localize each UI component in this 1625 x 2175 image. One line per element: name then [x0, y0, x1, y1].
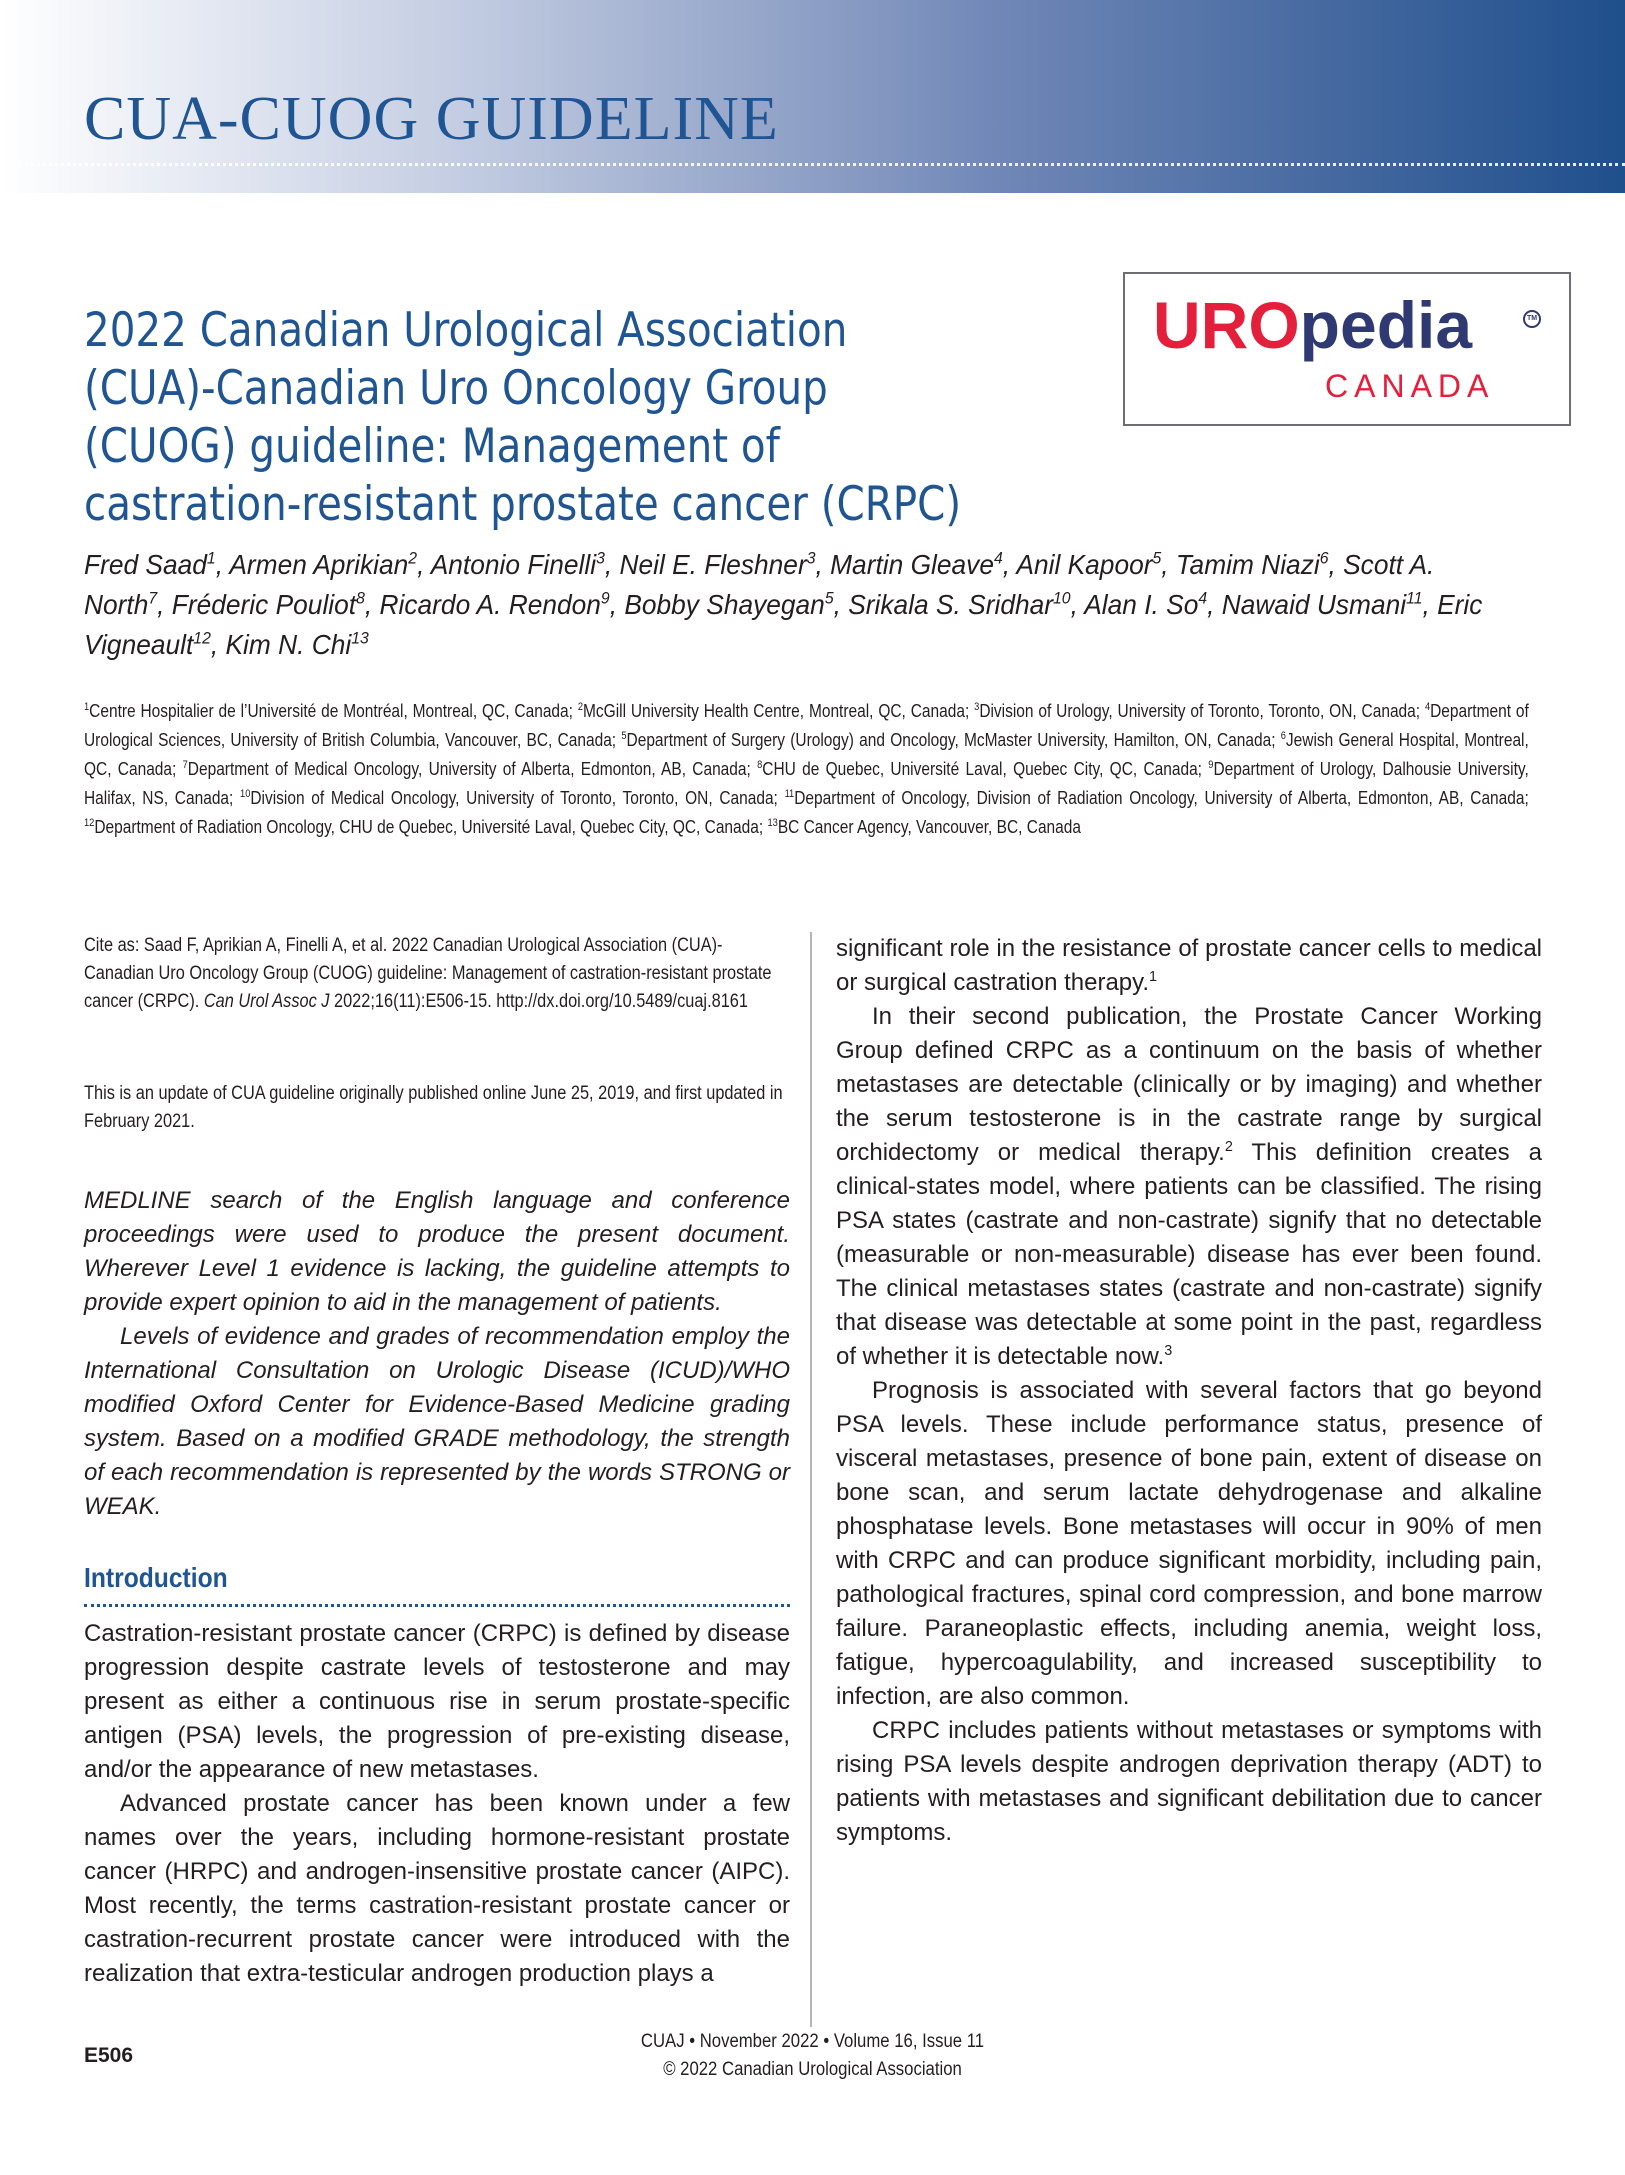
logo-wordmark: [1153, 288, 1473, 362]
author-name: Bobby Shayegan: [624, 589, 825, 620]
section-label: CUA-CUOG GUIDELINE: [84, 85, 779, 153]
citation-journal: Can Urol Assoc J: [203, 991, 330, 1012]
banner-dotted-rule: [0, 163, 1625, 166]
body-paragraph: [836, 1000, 1542, 1374]
affiliation-number: 11: [784, 788, 795, 800]
abstract-paragraph: MEDLINE search of the English language and conference proceedings were used to produce the present document. Wherever Level 1 evidence is lacking, the guideline attempts to provide expert opinion to aid in the management of patients.: [84, 1187, 790, 1316]
page-number: E506: [84, 2044, 134, 2067]
author-affiliation-marker: 10: [1053, 588, 1071, 608]
affiliation-number: 8: [757, 759, 763, 771]
affiliation-text: McGill University Health Centre, Montreal, QC, Canada;: [583, 701, 970, 721]
author-name: Fred Saad: [84, 549, 207, 580]
author-affiliation-marker: 11: [1406, 588, 1423, 608]
footer-journal-line: CUAJ • November 2022 • Volume 16, Issue 11: [640, 2031, 985, 2052]
affiliation-number: 3: [974, 701, 980, 713]
footer-journal-info: [542, 2028, 1083, 2084]
author-list: Fred Saad$^1$, Armen Aprikian$^2$, Antonio Finelli$^3$, Neil E. Fleshner$^3$, Martin Gleave$^4$, Anil Kapoor$^5$, Tamim Niazi$^6$, Scott A. North$^7$, Fréderic Pouliot$^8$, Ricardo A. Rendon$^9$, Bobby Shayegan$^5$, Srikala S. Sridhar$^{10}$, Alan I. So$^4$, Nawaid Usmani$^{11}$, Eric Vigneault$^{12}$, Kim N. Chi$^{13}$: [84, 548, 1483, 660]
author-name: Fréderic Pouliot: [171, 589, 357, 620]
affiliation-number: 9: [1208, 759, 1214, 771]
body-text: This definition creates a clinical-states model, where patients can be classified. The rising PSA states (castrate and non-castrate) signify that no detectable (measurable or non-measurable) disease has ever been found. The clinical metastases states (castrate and non-castrate) signify that disease was detectable at some point in the past, regardless of whether it is detectable now.: [836, 1139, 1543, 1370]
author-name: Antonio Finelli: [430, 549, 597, 580]
affiliation-number: 12: [84, 817, 95, 829]
logo-pedia-text: pedia: [1299, 288, 1473, 362]
intro-right-text: [836, 932, 1542, 1850]
author-name: Tamim Niazi: [1175, 549, 1320, 580]
author-name: Martin Gleave: [830, 549, 994, 580]
author-affiliation-marker: 9: [600, 588, 610, 608]
article-title: 2022 Canadian Urological Association (CUA)-Canadian Uro Oncology Group (CUOG) guideline: Management of castration-resistant prostate cancer (CRPC): [84, 303, 962, 532]
author-name: Eric Vigneault: [84, 589, 1483, 660]
affiliations: [84, 697, 1529, 842]
body-paragraph: Advanced prostate cancer has been known under a few names over the years, including hormone-resistant prostate cancer (HRPC) and androgen-insensitive prostate cancer (AIPC). Most recently, the terms castration-resistant prostate cancer or castration-recurrent prostate cancer were introduced with the realization that extra-testicular androgen production plays a: [84, 1790, 790, 1987]
affiliation-text: Department of Surgery (Urology) and Oncology, McMaster University, Hamilton, ON, Canada;: [626, 730, 1276, 750]
uropedia-logo[interactable]: [1123, 272, 1571, 426]
author-affiliation-marker: 4: [993, 548, 1003, 568]
affiliation-text: Division of Urology, University of Toronto, Toronto, ON, Canada;: [979, 701, 1421, 721]
right-column: [836, 932, 1542, 1850]
author-affiliation-marker: 3: [806, 548, 816, 568]
author-name: Alan I. So: [1084, 589, 1199, 620]
logo-uro-text: URO: [1153, 288, 1300, 362]
affiliation-text: Division of Medical Oncology, University of Toronto, Toronto, ON, Canada;: [250, 788, 778, 808]
author-name: Neil E. Fleshner: [619, 549, 807, 580]
affiliation-text: Department of Urology, Dalhousie University, Halifax, NS, Canada;: [84, 759, 1529, 808]
author-affiliation-marker: 12: [193, 628, 211, 648]
heading-dotted-rule: [84, 1604, 790, 1607]
affiliation-number: 1: [84, 701, 90, 713]
citation: [84, 932, 790, 1016]
intro-left-text: [84, 1617, 790, 1991]
body-text: significant role in the resistance of prostate cancer cells to medical or surgical castration therapy.: [836, 935, 1542, 996]
author-name: Armen Aprikian: [229, 549, 409, 580]
author-affiliation-marker: 5: [824, 588, 834, 608]
update-note: This is an update of CUA guideline originally published online June 25, 2019, and first updated in February 2021.: [84, 1083, 783, 1132]
author-affiliation-marker: 6: [1319, 548, 1329, 568]
affiliation-text: Department of Urological Sciences, University of British Columbia, Vancouver, BC, Canada;: [84, 701, 1529, 750]
author-name: Nawaid Usmani: [1221, 589, 1407, 620]
reference-marker[interactable]: 3: [1164, 1343, 1173, 1359]
trademark-icon: TM: [1523, 310, 1541, 328]
affiliation-text: Department of Medical Oncology, University of Alberta, Edmonton, AB, Canada;: [187, 759, 751, 779]
affiliation-text: Jewish General Hospital, Montreal, QC, Canada;: [84, 730, 1529, 779]
author-name: Anil Kapoor: [1016, 549, 1153, 580]
affiliation-number: 2: [577, 701, 584, 713]
reference-marker[interactable]: 1: [1149, 969, 1158, 985]
affiliation-text: Centre Hospitalier de l’Université de Montréal, Montreal, QC, Canada;: [89, 701, 573, 721]
affiliation-number: 5: [621, 730, 627, 742]
body-paragraph: [836, 932, 1542, 1000]
affiliation-text: BC Cancer Agency, Vancouver, BC, Canada: [777, 817, 1081, 837]
author-affiliation-marker: 4: [1198, 588, 1208, 608]
body-text: In their second publication, the Prostate Cancer Working Group defined CRPC as a continuum on the basis of whether metastases are detectable (clinically or by imaging) and whether the serum testosterone is in the castrate range by surgical orchidectomy or medical therapy.: [836, 1003, 1542, 1166]
author-name: Kim N. Chi: [225, 629, 352, 660]
body-paragraph: CRPC includes patients without metastases or symptoms with rising PSA levels despite androgen deprivation therapy (ADT) to patients with metastases and significant debilitation due to cancer symptoms.: [836, 1717, 1542, 1846]
author-affiliation-marker: 2: [408, 548, 418, 568]
citation-prefix: Cite as: Saad F, Aprikian A, Finelli A, et al. 2022 Canadian Urological Association (CUA)-Canadian Uro Oncology Group (CUOG) guideline: Management of castration-resistant prostate cancer (CRPC).: [84, 935, 772, 1012]
body-paragraph: Prognosis is associated with several factors that go beyond PSA levels. These include performance status, presence of visceral metastases, presence of bone pain, extent of disease on bone scan, and serum lactate dehydrogenase and alkaline phosphatase levels. Bone metastases will occur in 90% of men with CRPC and can produce significant morbidity, including pain, pathological fractures, spinal cord compression, and bone marrow failure. Paraneoplastic effects, including anemia, weight loss, fatigue, hypercoagulability, and increased susceptibility to infection, are also common.: [836, 1377, 1542, 1710]
author-name: Scott A. North: [84, 549, 1435, 620]
logo-canada-text: CANADA: [1325, 368, 1495, 404]
affiliation-number: 13: [767, 817, 778, 829]
author-affiliation-marker: 1: [206, 548, 216, 568]
affiliation-number: 7: [182, 759, 188, 771]
abstract-paragraph: Levels of evidence and grades of recommendation employ the International Consultation on Urologic Disease (ICUD)/WHO modified Oxford Center for Evidence-Based Medicine grading system. Based on a modified GRADE methodology, the strength of each recommendation is represented by the words STRONG or WEAK.: [84, 1323, 790, 1520]
author-name: Ricardo A. Rendon: [379, 589, 601, 620]
author-affiliation-marker: 7: [148, 588, 158, 608]
citation-doi[interactable]: 2022;16(11):E506-15. http://dx.doi.org/10.5489/cuaj.8161: [334, 991, 748, 1012]
author-name: Srikala S. Sridhar: [848, 589, 1054, 620]
author-affiliation-marker: 8: [356, 588, 365, 608]
reference-marker[interactable]: 2: [1224, 1139, 1233, 1155]
affiliation-number: 10: [240, 788, 251, 800]
affiliation-text: CHU de Quebec, Université Laval, Quebec City, QC, Canada;: [762, 759, 1202, 779]
section-heading-introduction: Introduction: [84, 1562, 228, 1593]
footer-copyright: © 2022 Canadian Urological Association: [663, 2059, 962, 2080]
left-column: [84, 932, 790, 1991]
affiliation-number: 6: [1280, 730, 1286, 742]
author-affiliation-marker: 13: [351, 628, 369, 648]
affiliation-text: Department of Oncology, Division of Radiation Oncology, University of Alberta, Edmonton, AB, Canada;: [794, 788, 1529, 808]
author-affiliation-marker: 3: [596, 548, 605, 568]
abstract: [84, 1184, 790, 1524]
body-paragraph: Castration-resistant prostate cancer (CRPC) is defined by disease progression despite castrate levels of testosterone and may present as either a continuous rise in serum prostate-specific antigen (PSA) levels, the progression of pre-existing disease, and/or the appearance of new metastases.: [84, 1620, 790, 1783]
author-affiliation-marker: 5: [1152, 548, 1162, 568]
column-divider: [810, 932, 812, 2027]
affiliation-number: 4: [1424, 701, 1431, 713]
affiliation-text: Department of Radiation Oncology, CHU de Quebec, Université Laval, Quebec City, QC, Canada;: [94, 817, 764, 837]
